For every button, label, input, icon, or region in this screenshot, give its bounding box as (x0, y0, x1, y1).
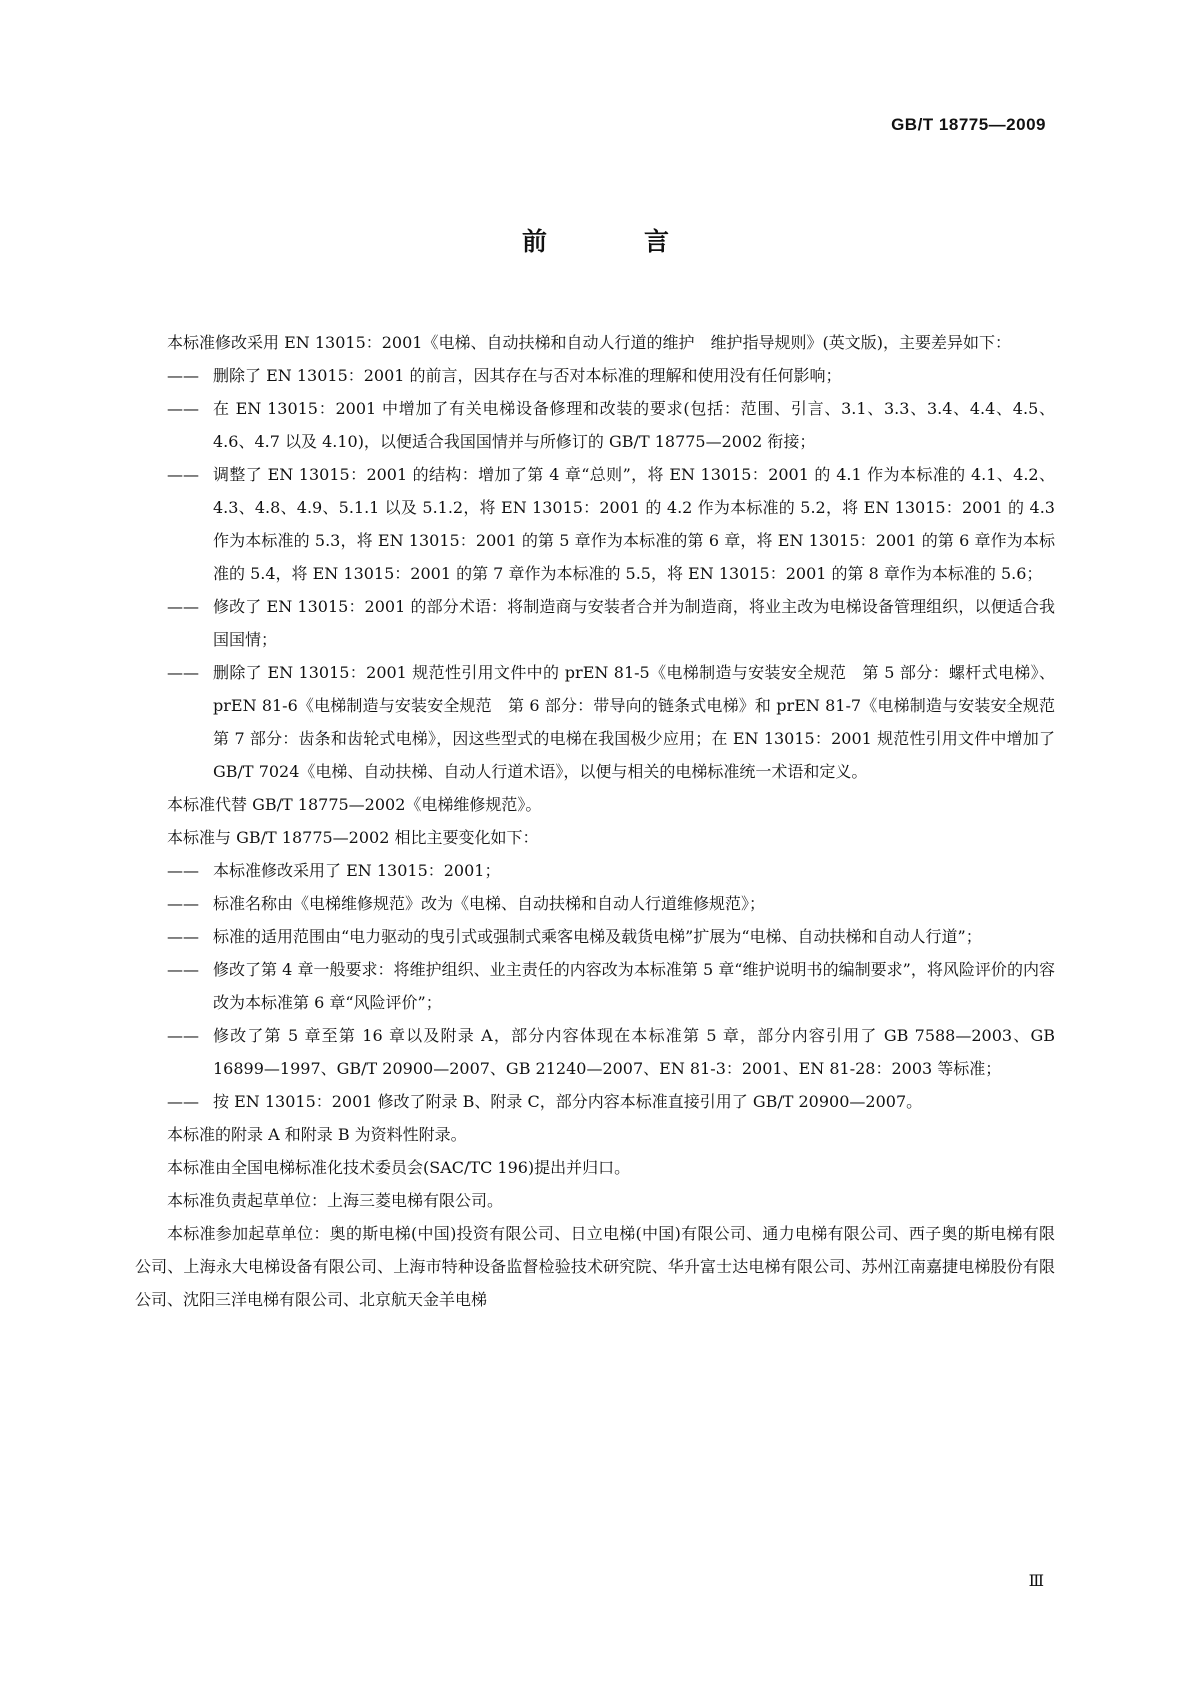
drafter-paragraph: 本标准负责起草单位：上海三菱电梯有限公司。 (167, 1191, 504, 1210)
list-item-text: 在 EN 13015：2001 中增加了有关电梯设备修理和改装的要求(包括：范围、引言、3.1、3.3、3.4、4.4、4.5、4.6、4.7 以及 4.10)，以便适合我国国情并与所修订的 GB/T 18775—2002 衔接； (213, 399, 1055, 451)
list-item-text: 修改了第 4 章一般要求：将维护组织、业主责任的内容改为本标准第 5 章“维护说明书的编制要求”，将风险评价的内容改为本标准第 6 章“风险评价”； (213, 960, 1055, 1012)
dash-marker: —— (167, 960, 199, 979)
list-item (135, 590, 1055, 656)
list-item-text: 调整了 EN 13015：2001 的结构：增加了第 4 章“总则”，将 EN 13015：2001 的 4.1 作为本标准的 4.1、4.2、4.3、4.8、4.9、5.1.1 以及 5.1.2，将 EN 13015：2001 的 4.2 作为本标准的 5.2，将 EN 13015：2001 的 4.3 作为本标准的 5.3，将 EN 13015：2001 的第 5 章作为本标准的第 6 章，将 EN 13015：2001 的第 6 章作为本标准的 5.4，将 EN 13015：2001 的第 7 章作为本标准的 5.5，将 EN 13015：2001 的第 8 章作为本标准的 5.6； (213, 465, 1055, 583)
standard-number: GB/T 18775—2009 (891, 115, 1046, 134)
list-item (135, 1085, 1055, 1118)
replaces-paragraph: 本标准代替 GB/T 18775—2002《电梯维修规范》。 (167, 795, 542, 814)
dash-marker: —— (167, 1092, 199, 1111)
list-item (135, 854, 1055, 887)
list-item-text: 标准的适用范围由“电力驱动的曳引式或强制式乘客电梯及载货电梯”扩展为“电梯、自动扶梯和自动人行道”； (213, 927, 982, 946)
proposer-paragraph: 本标准由全国电梯标准化技术委员会(SAC/TC 196)提出并归口。 (167, 1158, 631, 1177)
list-item-text: 按 EN 13015：2001 修改了附录 B、附录 C，部分内容本标准直接引用了 GB/T 20900—2007。 (213, 1092, 923, 1111)
list-item (135, 1019, 1055, 1085)
list-item (135, 359, 1055, 392)
dash-marker: —— (167, 1026, 199, 1045)
participants-paragraph: 本标准参加起草单位：奥的斯电梯(中国)投资有限公司、日立电梯(中国)有限公司、通力电梯有限公司、西子奥的斯电梯有限公司、上海永大电梯设备有限公司、上海市特种设备监督检验技术研究院、华升富士达电梯有限公司、苏州江南嘉捷电梯股份有限公司、沈阳三洋电梯有限公司、北京航天金羊电梯 (135, 1224, 1055, 1309)
list-item (135, 392, 1055, 458)
list-item-text: 本标准修改采用了 EN 13015：2001； (213, 861, 501, 880)
page-title: 前 言 (521, 227, 705, 256)
list-item-text: 删除了 EN 13015：2001 的前言，因其存在与否对本标准的理解和使用没有任何影响； (213, 366, 842, 385)
dash-marker: —— (167, 366, 199, 385)
list-item (135, 920, 1055, 953)
dash-marker: —— (167, 465, 199, 484)
list-item-text: 修改了第 5 章至第 16 章以及附录 A，部分内容体现在本标准第 5 章，部分内容引用了 GB 7588—2003、GB 16899—1997、GB/T 20900—2007、GB 21240—2007、EN 81-3：2001、EN 81-28：2003 等标准； (213, 1026, 1055, 1078)
document-body (135, 326, 1072, 1316)
dash-marker: —— (167, 927, 199, 946)
list-item (135, 458, 1055, 590)
dash-marker: —— (167, 663, 199, 682)
appendix-paragraph: 本标准的附录 A 和附录 B 为资料性附录。 (167, 1125, 467, 1144)
list-item-text: 修改了 EN 13015：2001 的部分术语：将制造商与安装者合并为制造商，将业主改为电梯设备管理组织，以便适合我国国情； (213, 597, 1055, 649)
dash-marker: —— (167, 894, 199, 913)
intro-paragraph: 本标准修改采用 EN 13015：2001《电梯、自动扶梯和自动人行道的维护 维护指导规则》(英文版)，主要差异如下： (167, 333, 1011, 352)
dash-marker: —— (167, 861, 199, 880)
list-item-text: 标准名称由《电梯维修规范》改为《电梯、自动扶梯和自动人行道维修规范》； (213, 894, 766, 913)
changes-intro-paragraph: 本标准与 GB/T 18775—2002 相比主要变化如下： (167, 828, 539, 847)
dash-marker: —— (167, 597, 199, 616)
dash-marker: —— (167, 399, 199, 418)
list-item (135, 953, 1055, 1019)
list-item (135, 887, 1055, 920)
list-item-text: 删除了 EN 13015：2001 规范性引用文件中的 prEN 81-5《电梯制造与安装安全规范 第 5 部分：螺杆式电梯》、prEN 81-6《电梯制造与安装安全规范 第 6 部分：带导向的链条式电梯》和 prEN 81-7《电梯制造与安装安全规范 第 7 部分：齿条和齿轮式电梯》，因这些型式的电梯在我国极少应用；在 EN 13015：2001 规范性引用文件中增加了 GB/T 7024《电梯、自动扶梯、自动人行道术语》，以便与相关的电梯标准统一术语和定义。 (213, 663, 1072, 781)
list-item (135, 656, 1072, 788)
page-number: Ⅲ (1028, 1571, 1044, 1590)
